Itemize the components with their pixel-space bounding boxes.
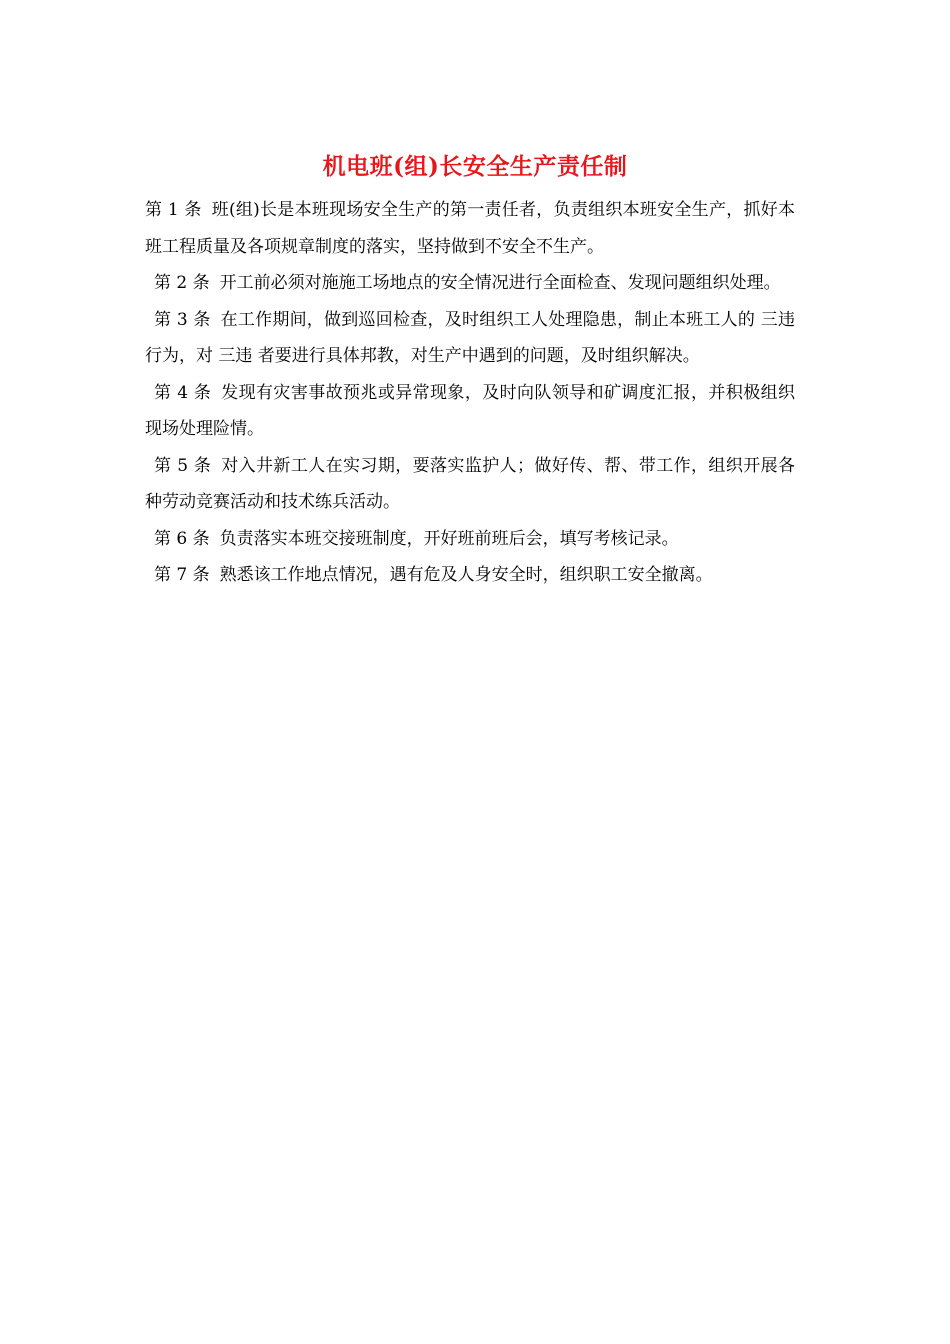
article-5: [145, 448, 795, 521]
article-text: 班(组)长是本班现场安全生产的第一责任者，负责组织本班安全生产，抓好本班工程质量及各项规章制度的落实，坚持做到不安全不生产。: [145, 200, 796, 257]
article-number: 第 6 条: [154, 528, 210, 549]
document-body: [145, 192, 795, 594]
document-title: 机电班(组)长安全生产责任制: [322, 153, 628, 180]
article-text: 熟悉该工作地点情况，遇有危及人身安全时，组织职工安全撤离。: [219, 565, 713, 585]
article-number: 第 5 条: [154, 455, 212, 476]
article-7: [145, 557, 795, 594]
article-number: 第 3 条: [154, 309, 211, 330]
article-text: 在工作期间，做到巡回检查，及时组织工人处理隐患，制止本班工人的 三违 行为，对 三违 者要进行具体邦教，对生产中遇到的问题，及时组织解决。: [145, 309, 795, 366]
article-4: [145, 375, 795, 448]
article-1: [145, 192, 795, 265]
article-2: [145, 265, 795, 302]
article-text: 负责落实本班交接班制度，开好班前班后会，填写考核记录。: [219, 528, 679, 549]
article-number: 第 7 条: [154, 565, 210, 585]
article-3: [145, 302, 795, 375]
article-6: [145, 521, 795, 558]
article-text: 开工前必须对施施工场地点的安全情况进行全面检查、发现问题组织处理。: [219, 273, 781, 293]
article-text: 对入井新工人在实习期，要落实监护人；做好传、帮、带工作，组织开展各种劳动竞赛活动和技术练兵活动。: [145, 455, 796, 512]
article-number: 第 4 条: [154, 382, 212, 403]
article-number: 第 2 条: [154, 273, 210, 293]
article-number: 第 1 条: [145, 200, 202, 220]
article-text: 发现有灾害事故预兆或异常现象，及时向队领导和矿调度汇报，并积极组织现场处理险情。: [145, 382, 796, 439]
